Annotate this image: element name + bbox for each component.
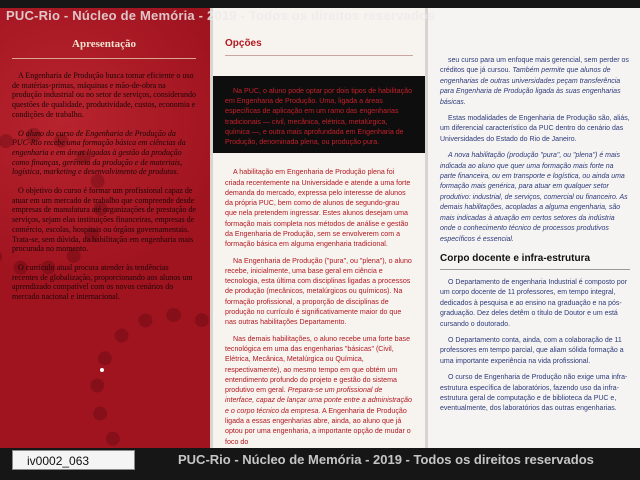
paragraph: A nova habilitação (produção "pura", ou "plena") é mais indicada ao aluno que quer uma formação mais forte na parte financeira, ou em transporte e logística, ou ainda uma formação mais genérica, para atuar em qualquer setor produtivo: industrial, de serviços, comercial ou financeiro. As demais habilitações, acopladas a alguma engenharia, são mais indicadas à atuação em certos setores da indústria onde o conhecimento técnico de processos produtivos específicos é essencial. xyxy=(440,152,628,243)
text-span: seu curso para um enfoque mais gerencial, sem perder os créditos que já cursou. xyxy=(440,57,629,75)
paragraph: Na Engenharia de Produção ("pura", ou "plena"), o aluno recebe, inicialmente, uma base geral em ciência e tecnologia, esta última com disciplinas ligadas a processos de produção (mecânicos, metalúrgicos ou químicos). Na formação profissional, a proporção de disciplinas de produção no currículo é significativamente maior do que nas outras habilitações Departamento. xyxy=(225,256,412,327)
spacer xyxy=(440,8,630,56)
dot-mark xyxy=(100,368,104,372)
paragraph: Estas modalidades de Engenharia de Produção são, aliás, um diferencial característico da PUC dentro do cenário das Universidades do Estado do Rio de Janeiro. xyxy=(440,115,630,143)
italic-text: Prepara-se um profissional de interface, capaz de lançar uma ponte entre a administração e o corpo técnico da empresa. xyxy=(225,386,412,415)
paragraph: O curso de Engenharia de Produção não exige uma infra-estrutura específica de laboratórios, fazendo uso da infra-estrutura geral de computação e de biblioteca da PUC e, eventualmente, dos laboratórios das outras engenharias. xyxy=(440,374,628,413)
paragraph xyxy=(440,56,630,108)
gear-decoration xyxy=(90,308,210,448)
paragraph: O objetivo do curso é formar um profissional capaz de atuar em um mercado de trabalho que compreende desde empresas de manufatura até organizações de prestação de serviços, sejam elas instituições financeiras, empresas de comércio, escolas, hospitais ou órgãos governamentais. Trata-se, sem dúvida, da habilitação em engenharia mais procurada no momento. xyxy=(12,186,196,254)
panel-apresentacao xyxy=(0,8,210,448)
paragraph: O currículo atual procura atender às tendências recentes de globalização, proporcionando aos alunos um aprendizado compatível com os novos cenários do mercado nacional e internacional. xyxy=(12,262,193,302)
image-id-label: iv0002_063 xyxy=(12,450,135,470)
panel-opcoes xyxy=(213,8,425,448)
paragraph: A Engenharia de Produção busca tornar eficiente o uso de matérias-primas, máquinas e mão-de-obra na produção industrial ou no setor de serviços, considerando questões de qualidade, produtividade, custos, economia e condições de trabalho. xyxy=(12,71,196,119)
section-title: Opções xyxy=(225,8,413,56)
paragraph xyxy=(225,334,413,447)
paragraph: A habilitação em Engenharia de Produção plena foi criada recentemente na Universidade e atende a uma forte demanda do mercado, expressa pelo interesse de alunos da própria PUC, bem como de alunos de segundo-grau que nela pretendem ingressar. Estes alunos desejam uma formação mais completa nos métodos de análise e gestão da Engenharia de Produção, sem se envolverem com a formação básica em alguma engenharia tradicional. xyxy=(225,168,411,249)
panel-corpo-docente xyxy=(428,8,640,448)
paragraph: O aluno do curso de Engenharia de Produção da PUC-Rio recebe uma formação básica em ciências da engenharia e em áreas ligadas à gestão da produção como finanças, gerência da produção e de materiais, logística, marketing e desenvolvimento de produtos. xyxy=(12,128,186,177)
text-span: Nas demais habilitações, o aluno recebe uma forte base tecnológica em uma das engenharias "básicas" (Civil, Elétrica, Mecânica, Metalúrgica ou Química, respectivamente), ao mesmo tempo em que obtém um entendimento profundo do projeto e gestão do sistema produtivo em geral. xyxy=(225,334,411,395)
section-title: Apresentação xyxy=(12,8,196,59)
paragraph: O Departamento de engenharia Industrial é composto por um corpo docente de 11 professores, em tempo integral, dedicados à pesquisa e ao ensino na graduação e na pós-graduação. Dez deles detêm o título de Doutor e um está cursando o doutorado. xyxy=(440,278,627,328)
watermark-top: PUC-Rio - Núcleo de Memória - 2019 - Todos os direitos reservados xyxy=(6,8,435,23)
highlight-box xyxy=(213,76,425,153)
watermark-bottom: PUC-Rio - Núcleo de Memória - 2019 - Todos os direitos reservados xyxy=(178,452,594,467)
italic-text: Também permite que alunos de engenharias de outras universidades peçam transferência para Engenharia de Produção ligada às suas engenharias básicas. xyxy=(440,67,621,106)
section-title: Corpo docente e infra-estrutura xyxy=(440,251,630,270)
text-span: A Engenharia de Produção ligada a essas engenharias abre, ainda, ao aluno que já optou por uma engenharia, a importante opção de mudar o foco do xyxy=(225,406,411,446)
paragraph: O Departamento conta, ainda, com a colaboração de 11 professores em tempo parcial, que aliam sólida formação a uma importante experiência na vida profissional. xyxy=(440,336,624,365)
paragraph: Na PUC, o aluno pode optar por dois tipos de habilitação em Engenharia de Produção. Uma, ligada a áreas específicas de aplicação em um ramo das engenharias tradicionais — civil, mecânica, elétrica, metalúrgica, química —, e outra mais aprofundada em Engenharia de Produção, denominada plena, ou produção pura. xyxy=(225,87,413,147)
